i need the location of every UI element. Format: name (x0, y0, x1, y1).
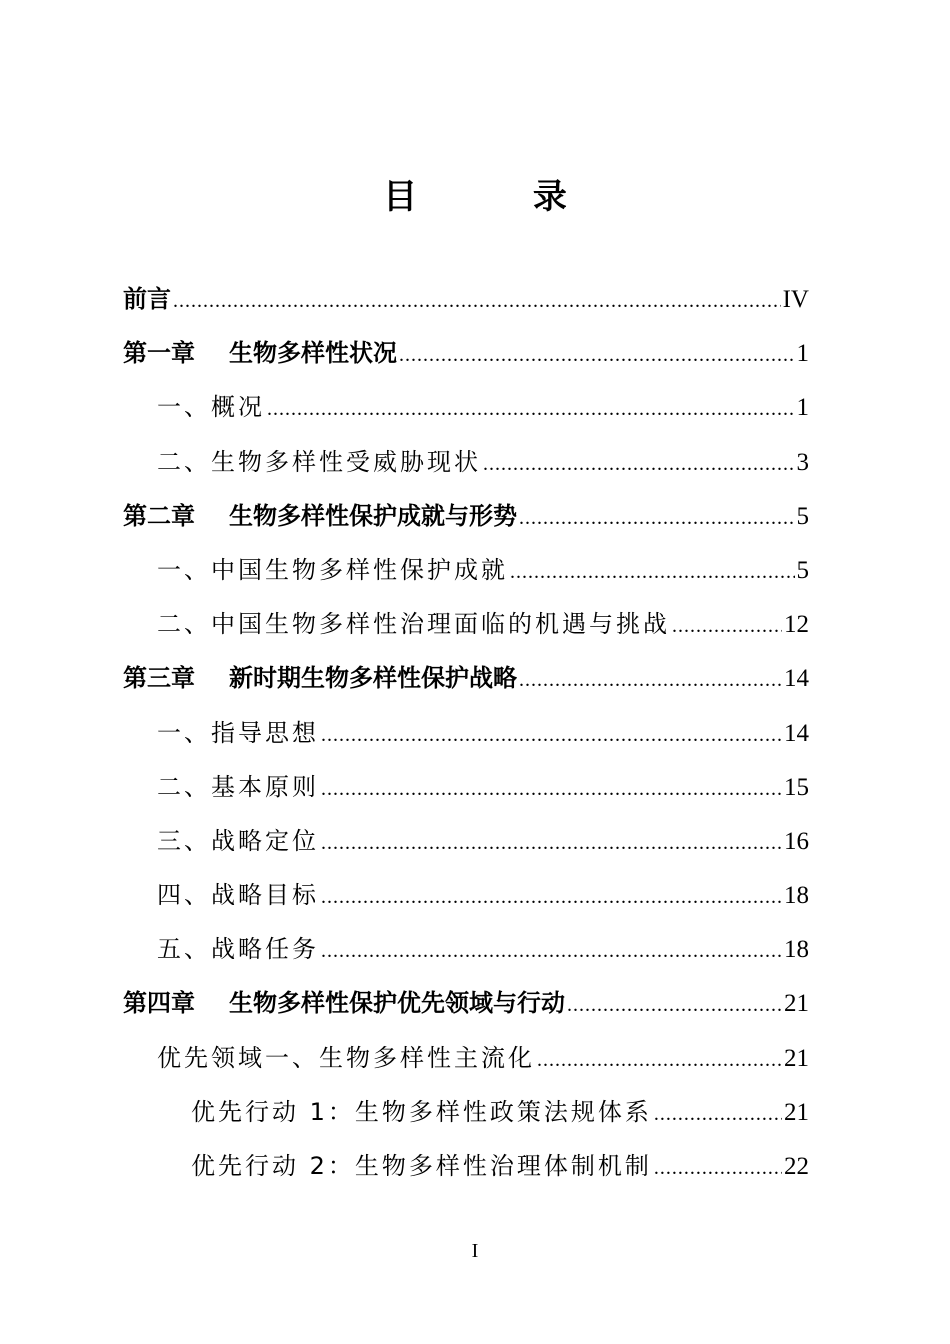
toc-leader-dots (519, 653, 782, 707)
toc-leader-dots (654, 1141, 782, 1195)
page-title: 目 录 (383, 177, 619, 217)
toc-entry-page: 3 (796, 448, 809, 476)
toc-entry-page: 5 (796, 502, 809, 530)
chapter-title: 生物多样性保护优先领域与行动 (229, 989, 565, 1018)
chapter-number: 第二章 (123, 501, 195, 530)
table-of-contents (123, 272, 809, 1193)
toc-entry-title: 优先行动 2：生物多样性治理体制机制 (191, 1152, 652, 1180)
toc-entry-title (123, 326, 397, 380)
toc-entry-title: 一、指导思想 (157, 718, 319, 747)
toc-entry-title: 优先领域一、生物多样性主流化 (157, 1043, 535, 1072)
toc-leader-dots (321, 762, 782, 816)
toc-entry-section[interactable] (123, 435, 809, 489)
chapter-number: 第三章 (123, 664, 195, 693)
toc-leader-dots (537, 1033, 782, 1087)
toc-entry-section[interactable] (123, 760, 809, 814)
toc-entry-page: 15 (784, 773, 809, 801)
toc-leader-dots (321, 816, 782, 870)
toc-entry-title: 一、概况 (157, 393, 265, 422)
toc-entry-page: 16 (784, 827, 809, 855)
toc-leader-dots (267, 382, 795, 436)
toc-entry-title: 五、战略任务 (157, 935, 319, 964)
toc-entry-title: 三、战略定位 (157, 826, 319, 855)
toc-entry-priority-action[interactable] (123, 1139, 809, 1193)
chapter-number: 第四章 (123, 989, 195, 1018)
toc-entry-preface[interactable] (123, 272, 809, 326)
toc-leader-dots (519, 491, 795, 545)
toc-entry-section[interactable] (123, 380, 809, 434)
toc-leader-dots (483, 437, 795, 491)
toc-entry-page: IV (782, 286, 809, 313)
toc-leader-dots (321, 870, 782, 924)
toc-entry-title (123, 489, 517, 543)
toc-entry-title: 前言 (123, 285, 171, 313)
toc-entry-section[interactable] (123, 543, 809, 597)
toc-leader-dots (321, 708, 782, 762)
toc-entry-section[interactable] (123, 868, 809, 922)
toc-entry-page: 12 (784, 611, 809, 639)
toc-entry-page: 22 (784, 1153, 809, 1180)
toc-entry-title: 一、中国生物多样性保护成就 (157, 555, 508, 584)
toc-entry-section[interactable] (123, 597, 809, 651)
toc-entry-page: 21 (784, 1098, 809, 1126)
toc-entry-title: 二、生物多样性受威胁现状 (157, 447, 481, 476)
chapter-title: 生物多样性保护成就与形势 (229, 501, 517, 530)
toc-leader-dots (567, 978, 782, 1032)
toc-entry-page: 18 (784, 882, 809, 910)
toc-leader-dots (399, 328, 795, 382)
toc-entry-chapter-3[interactable] (123, 651, 809, 705)
toc-entry-priority-area[interactable] (123, 1031, 809, 1085)
toc-leader-dots (173, 274, 781, 328)
toc-entry-title: 二、中国生物多样性治理面临的机遇与挑战 (157, 610, 670, 639)
toc-entry-section[interactable] (123, 922, 809, 976)
toc-entry-page: 1 (796, 340, 809, 368)
toc-entry-chapter-4[interactable] (123, 976, 809, 1030)
toc-leader-dots (321, 924, 782, 978)
toc-entry-title: 四、战略目标 (157, 881, 319, 910)
toc-entry-priority-action[interactable] (123, 1085, 809, 1139)
toc-entry-title: 二、基本原则 (157, 772, 319, 801)
page-number: I (471, 1240, 479, 1262)
toc-entry-title: 优先行动 1：生物多样性政策法规体系 (191, 1097, 652, 1126)
toc-entry-page: 5 (796, 556, 809, 584)
toc-entry-page: 14 (784, 719, 809, 747)
toc-entry-page: 21 (784, 1044, 809, 1072)
toc-leader-dots (672, 599, 782, 653)
toc-entry-page: 14 (784, 665, 809, 693)
toc-leader-dots (654, 1087, 782, 1141)
toc-entry-section[interactable] (123, 706, 809, 760)
toc-entry-title (123, 976, 565, 1030)
chapter-number: 第一章 (123, 339, 195, 368)
toc-entry-section[interactable] (123, 814, 809, 868)
toc-entry-page: 21 (784, 990, 809, 1018)
chapter-title: 新时期生物多样性保护战略 (229, 664, 517, 693)
toc-entry-page: 1 (796, 394, 809, 422)
toc-entry-chapter-1[interactable] (123, 326, 809, 380)
toc-entry-title (123, 651, 517, 705)
toc-entry-page: 18 (784, 936, 809, 964)
toc-entry-chapter-2[interactable] (123, 489, 809, 543)
chapter-title: 生物多样性状况 (229, 339, 397, 368)
toc-leader-dots (510, 545, 795, 599)
